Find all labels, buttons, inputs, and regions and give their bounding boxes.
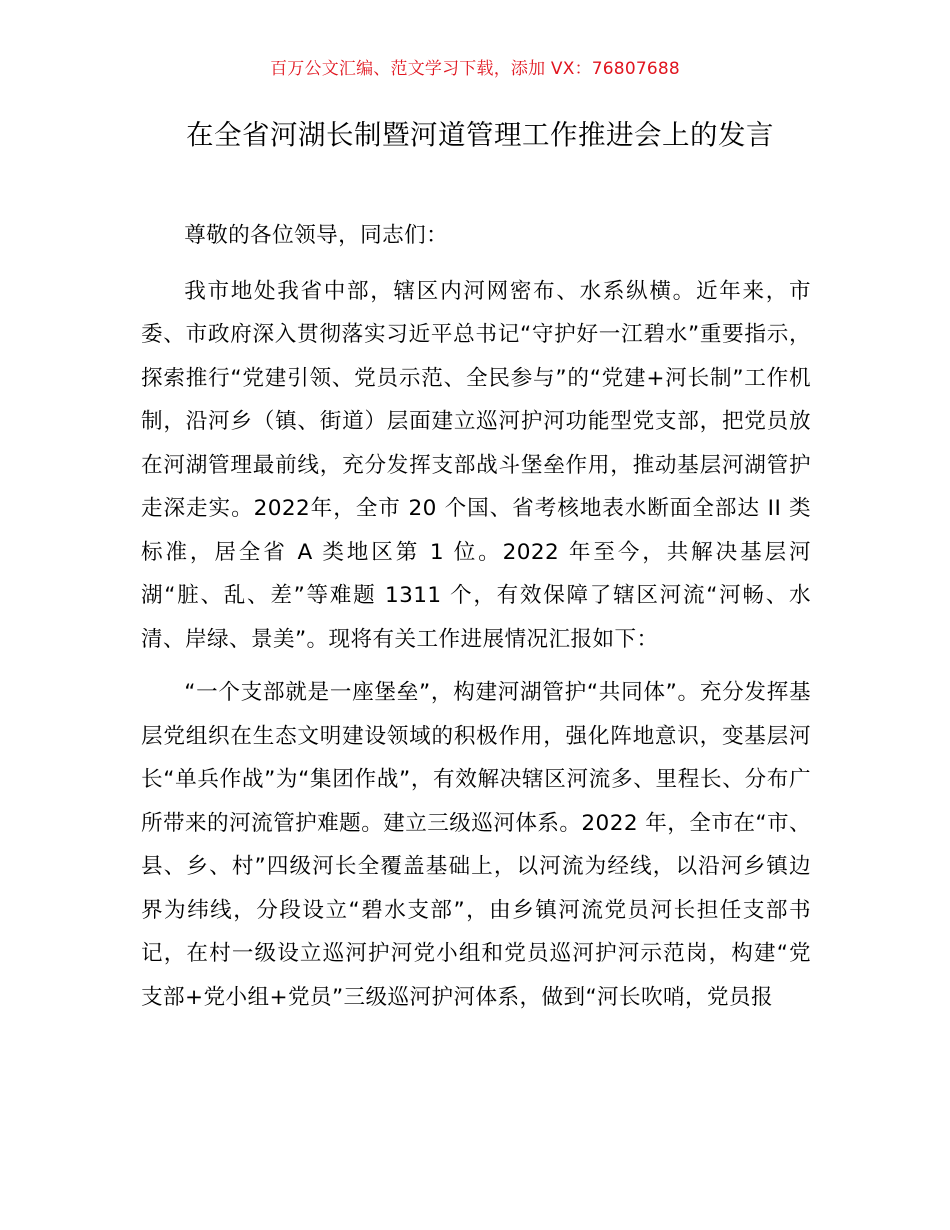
paragraph-intro: 我市地处我省中部，辖区内河网密布、水系纵横。近年来，市委、市政府深入贯彻落实习近平总书记“守护好一江碧水”重要指示，探索推行“党建引领、党员示范、全民参与”的“党建+河长制”工作机制，沿河乡（镇、街道）层面建立巡河护河功能型党支部，把党员放在河湖管理最前线，充分发挥支部战斗堡垒作用，推动基层河湖管护走深走实。2022年，全市 20 个国、省考核地表水断面全部达 II 类标准，居全省 A 类地区第 1 位。2022 年至今，共解决基层河湖“脏、乱、差”等难题 1311 个，有效保障了辖区河流“河畅、水清、岸绿、景美”。现将有关工作进展情况汇报如下：: [141, 278, 811, 652]
document-title: 在全省河湖长制暨河道管理工作推进会上的发言: [186, 119, 774, 151]
document-body: [141, 214, 811, 1029]
salutation: 尊敬的各位领导，同志们：: [184, 223, 449, 248]
paragraph-section-1: “一个支部就是一座堡垒”，构建河湖管护“共同体”。充分发挥基层党组织在生态文明建设领域的积极作用，强化阵地意识，变基层河长“单兵作战”为“集团作战”，有效解决辖区河流多、里程长、分布广所带来的河流管护难题。建立三级巡河体系。2022 年，全市在“市、县、乡、村”四级河长全覆盖基础上，以河流为经线，以沿河乡镇边界为纬线，分段设立“碧水支部”，由乡镇河流党员河长担任支部书记，在村一级设立巡河护河党小组和党员巡河护河示范岗，构建“党支部+党小组+党员”三级巡河护河体系，做到“河长吹哨，党员报: [141, 680, 811, 1010]
watermark-banner: 百万公文汇编、范文学习下载，添加 VX：76807688: [270, 59, 680, 79]
